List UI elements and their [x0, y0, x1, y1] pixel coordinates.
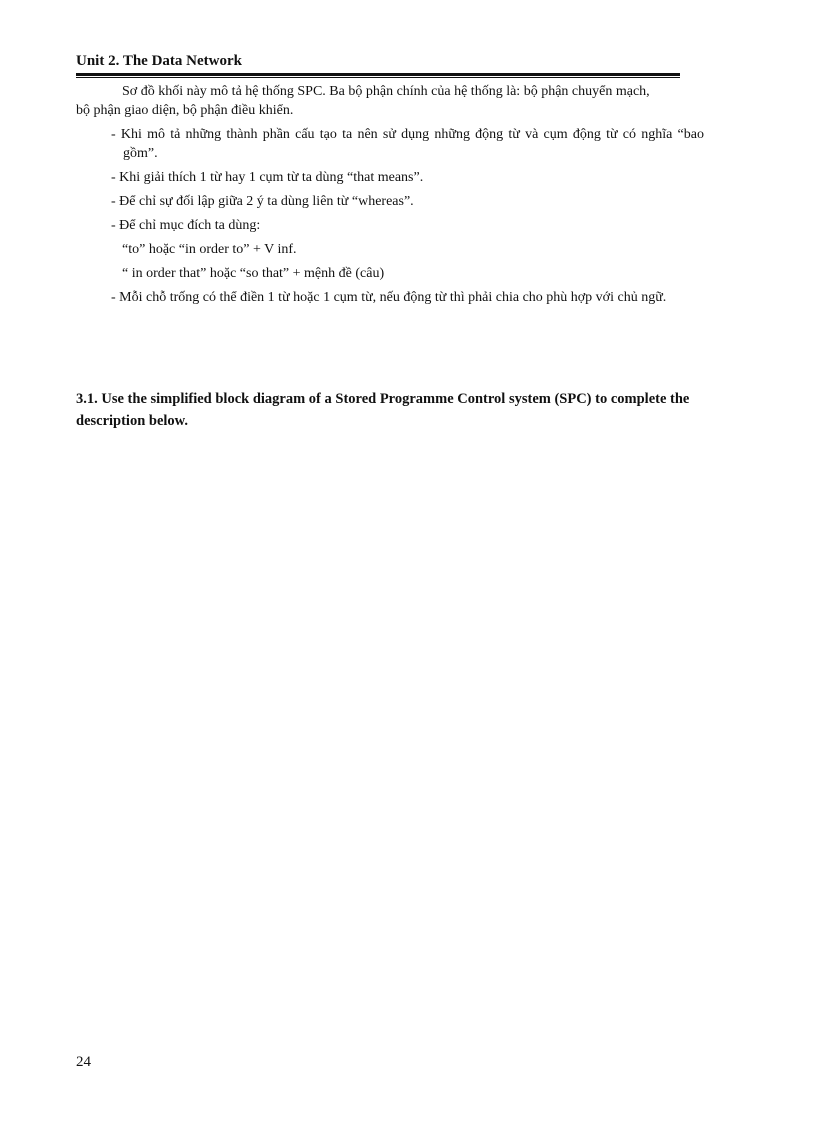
bullet-text: - Khi giải thích 1 từ hay 1 cụm từ ta dùng “that means”. [111, 170, 424, 185]
exercise-heading: 3.1. Use the simplified block diagram of a Stored Programme Control system (SPC) to complete the description below. [76, 391, 690, 429]
bullet-text: - Mỗi chỗ trống có thể điền 1 từ hoặc 1 cụm từ, nếu động từ thì phải chia cho phù hợp với chủ ngữ. [111, 290, 667, 305]
bullet-item [76, 125, 704, 163]
header-title: Unit 2. The Data Network [76, 53, 242, 69]
intro-line-2: bộ phận giao diện, bộ phận điều khiển. [76, 103, 294, 118]
header-rule-thin [76, 77, 680, 78]
purpose-line: “to” hoặc “in order to” + V inf. [122, 242, 297, 257]
page-number: 24 [76, 1054, 91, 1070]
purpose-line: “ in order that” hoặc “so that” + mệnh đề (câu) [122, 266, 385, 281]
bullet-item [76, 192, 704, 211]
body-text [76, 82, 704, 307]
bullet-text: - Khi mô tả những thành phần cấu tạo ta nên sử dụng những động từ và cụm động từ có nghĩa “bao gồm”. [111, 127, 704, 161]
header-rule [76, 73, 680, 76]
bullet-text: - Để chỉ sự đối lập giữa 2 ý ta dùng liên từ “whereas”. [111, 194, 414, 209]
bullet-text: - Để chỉ mục đích ta dùng: [111, 218, 261, 233]
page-header [76, 52, 680, 78]
bullet-item [76, 216, 704, 235]
bullet-item [76, 288, 704, 307]
intro-paragraph [76, 82, 704, 120]
bullet-item [76, 168, 704, 187]
intro-line-1: Sơ đồ khối này mô tả hệ thống SPC. Ba bộ phận chính của hệ thống là: bộ phận chuyển mạch, [122, 84, 650, 99]
